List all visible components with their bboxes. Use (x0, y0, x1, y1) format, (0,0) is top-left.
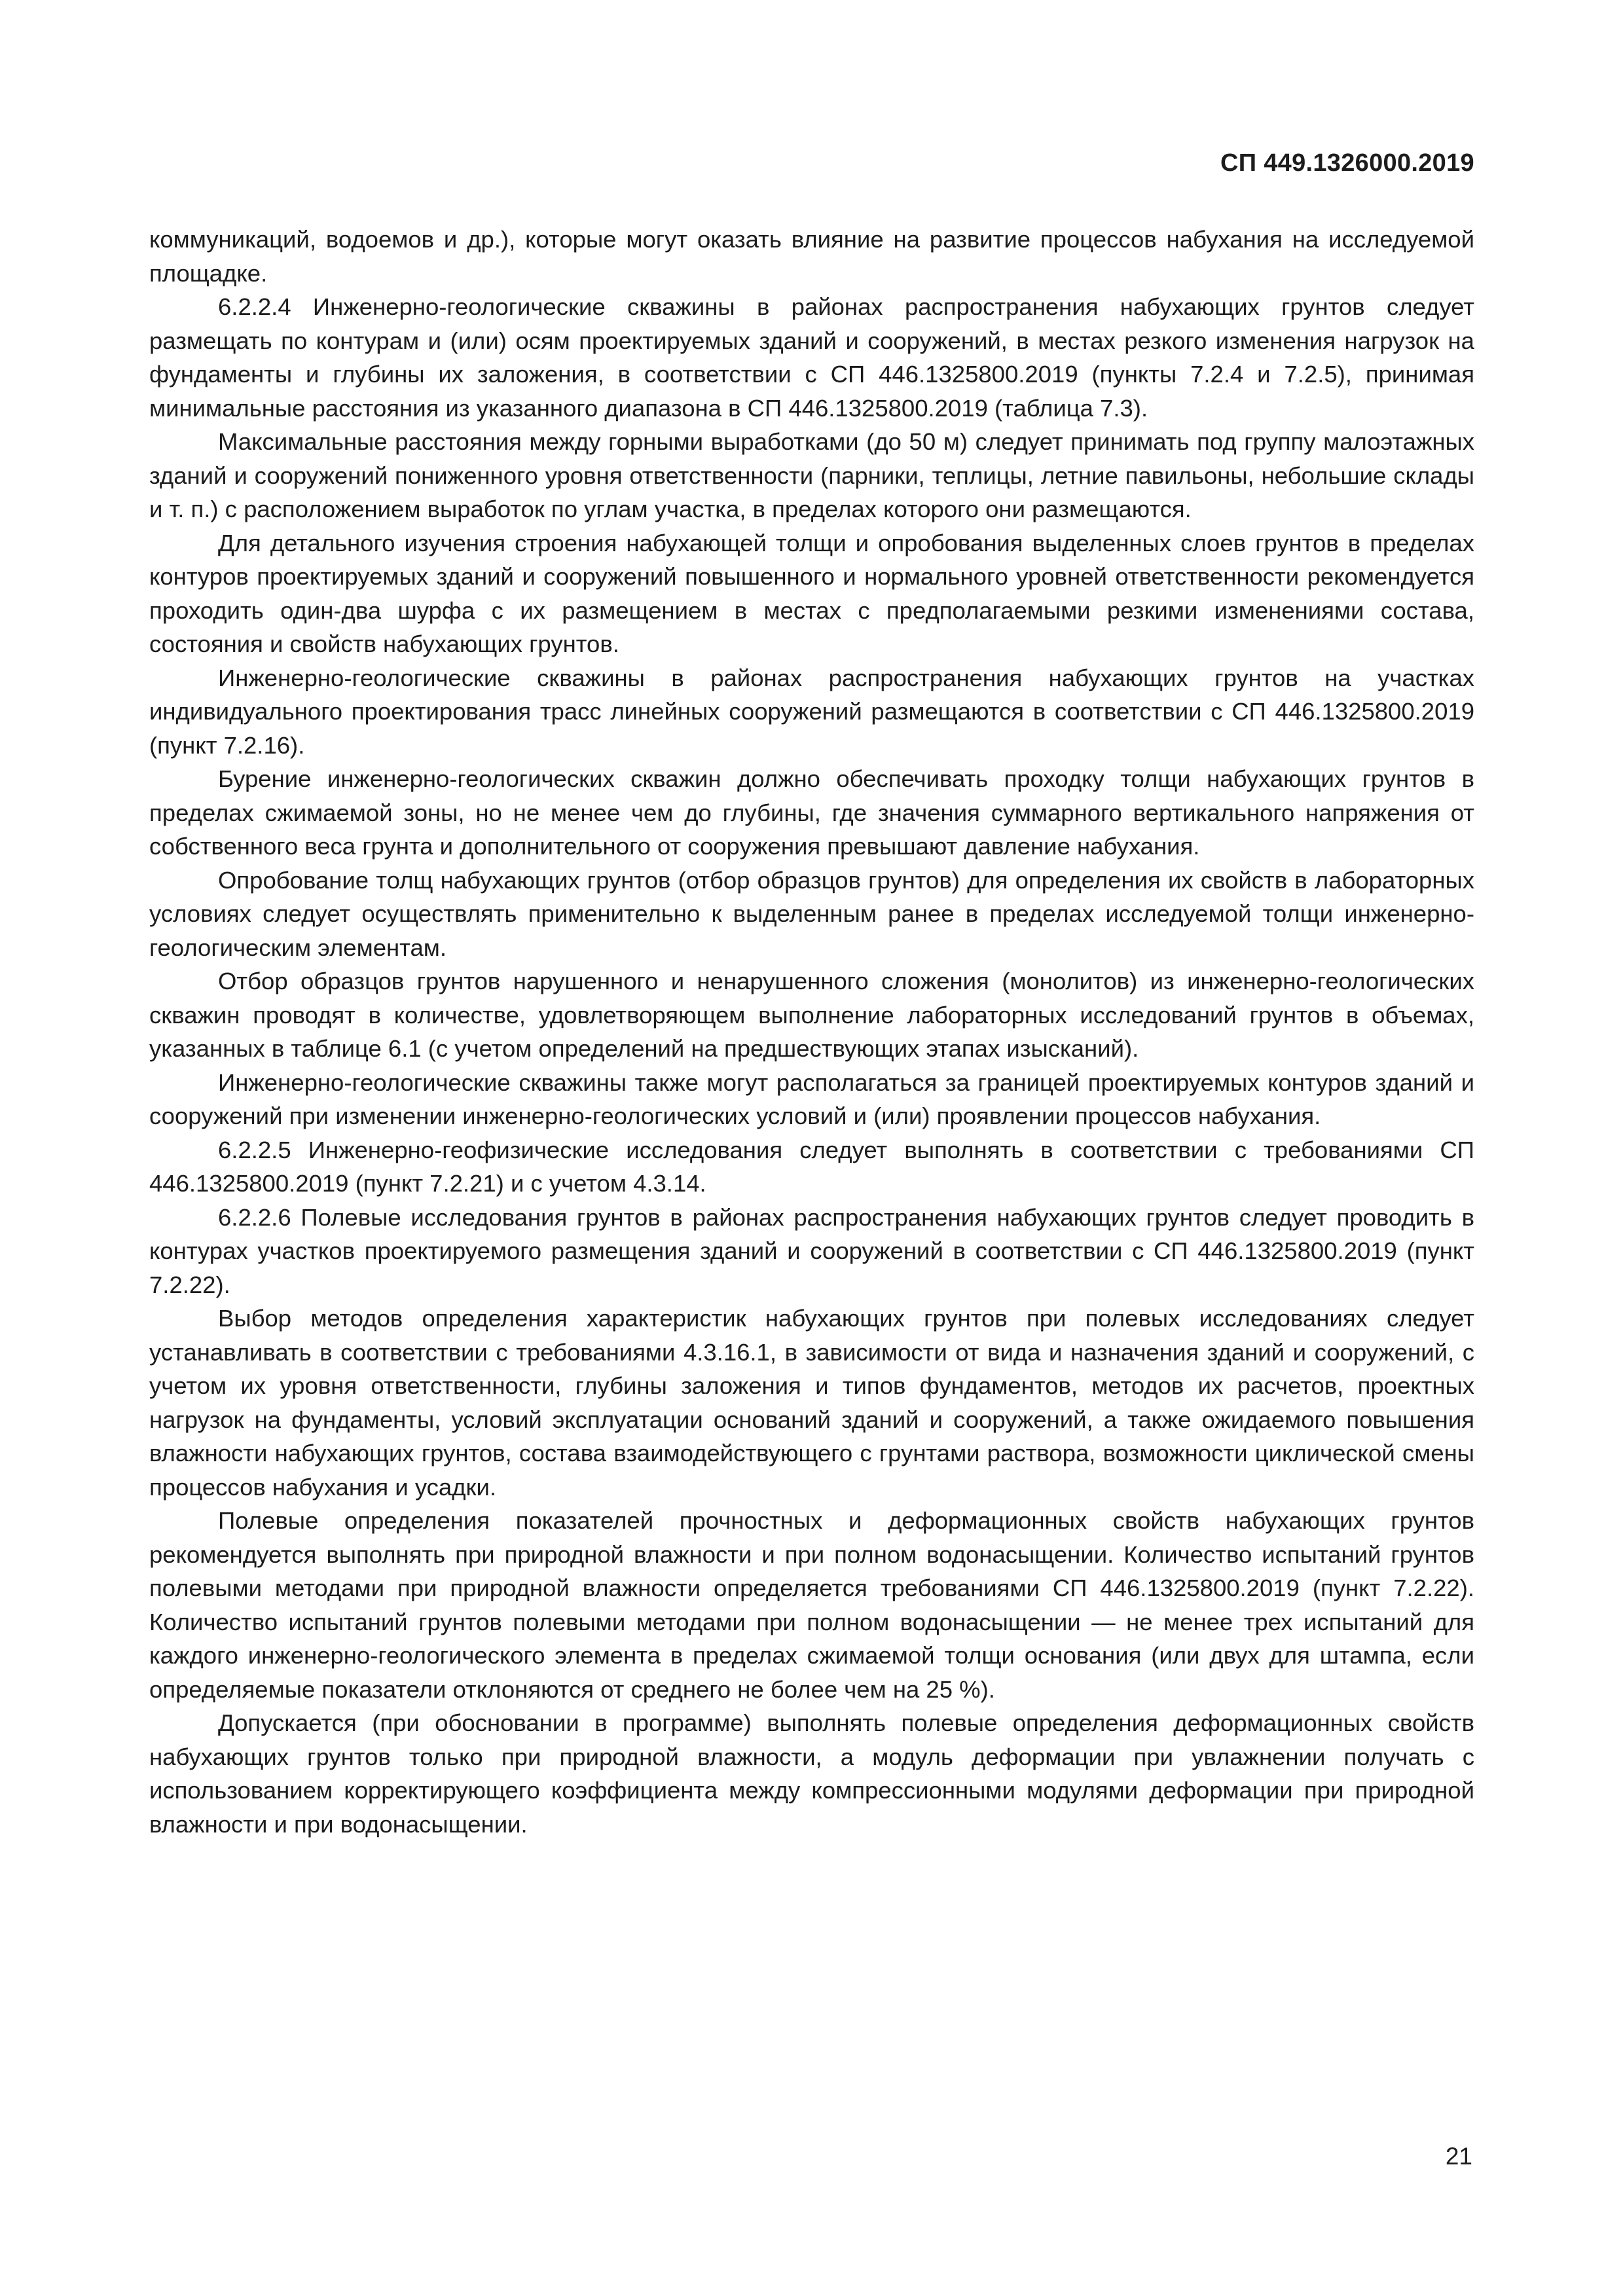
paragraph-continuation: коммуникаций, водоемов и др.), которые могут оказать влияние на развитие процессов набухания на исследуемой площадке. (149, 226, 1474, 287)
paragraph-6-2-2-5: 6.2.2.5 Инженерно-геофизические исследования следует выполнять в соответствии с требованиями СП 446.1325800.2019 (пункт 7.2.21) и с учетом 4.3.14. (149, 1136, 1474, 1197)
paragraph-sample-selection: Отбор образцов грунтов нарушенного и ненарушенного сложения (монолитов) из инженерно-геологических скважин проводят в количестве, удовлетворяющем выполнение лабораторных исследований грунтов в объемах, указанных в таблице 6.1 (с учетом определений на предшествующих этапах изысканий). (149, 968, 1474, 1062)
paragraph-field-determinations: Полевые определения показателей прочностных и деформационных свойств набухающих грунтов рекомендуется выполнять при природной влажности и при полном водонасыщении. Количество испытаний грунтов полевыми методами при природной влажности определяется требованиями СП 446.1325800.2019 (пункт 7.2.22). Количество испытаний грунтов полевыми методами при полном водонасыщении — не менее трех испытаний для каждого инженерно-геологического элемента в пределах сжимаемой толщи основания (или двух для штампа, если определяемые показатели отклоняются от среднего не более чем на 25 %). (149, 1507, 1474, 1703)
paragraph-max-distances: Максимальные расстояния между горными выработками (до 50 м) следует принимать под группу малоэтажных зданий и сооружений пониженного уровня ответственности (парники, теплицы, летние павильоны, небольшие склады и т. п.) с расположением выработок по углам участка, в пределах которого они размещаются. (149, 428, 1474, 522)
paragraph-detailed-study: Для детального изучения строения набухающей толщи и опробования выделенных слоев грунтов в пределах контуров проектируемых зданий и сооружений повышенного и нормального уровней ответственности рекомендуется проходить один-два шурфа с их размещением в местах с предполагаемыми резкими изменениями состава, состояния и свойств набухающих грунтов. (149, 529, 1474, 657)
paragraph-6-2-2-4: 6.2.2.4 Инженерно-геологические скважины в районах распространения набухающих грунтов следует размещать по контурам и (или) осям проектируемых зданий и сооружений, в местах резкого изменения нагрузок на фундаменты и глубины их заложения, в соответствии с СП 446.1325800.2019 (пункты 7.2.4 и 7.2.5), принимая минимальные расстояния из указанного диапазона в СП 446.1325800.2019 (таблица 7.3). (149, 293, 1474, 422)
page-number: 21 (1445, 2143, 1472, 2170)
paragraph-permitted: Допускается (при обосновании в программе) выполнять полевые определения деформационных свойств набухающих грунтов только при природной влажности, а модуль деформации при увлажнении получать с использованием корректирующего коэффициента между компрессионными модулями деформации при природной влажности и при водонасыщении. (149, 1709, 1474, 1838)
paragraph-method-selection: Выбор методов определения характеристик набухающих грунтов при полевых исследованиях следует устанавливать в соответствии с требованиями 4.3.16.1, в зависимости от вида и назначения зданий и сооружений, с учетом их уровня ответственности, глубины заложения и типов фундаментов, методов их расчетов, проектных нагрузок на фундаменты, условий эксплуатации оснований зданий и сооружений, а также ожидаемого повышения влажности набухающих грунтов, состава взаимодействующего с грунтами раствора, возможности циклической смены процессов набухания и усадки. (149, 1305, 1474, 1501)
document-body (149, 223, 1474, 1841)
paragraph-wells-outside-contours: Инженерно-геологические скважины также могут располагаться за границей проектируемых контуров зданий и сооружений при изменении инженерно-геологических условий и (или) проявлении процессов набухания. (149, 1068, 1474, 1129)
paragraph-linear-structures: Инженерно-геологические скважины в районах распространения набухающих грунтов на участках индивидуального проектирования трасс линейных сооружений размещаются в соответствии с СП 446.1325800.2019 (пункт 7.2.16). (149, 664, 1474, 759)
document-code-header: СП 449.1326000.2019 (1220, 149, 1474, 177)
paragraph-6-2-2-6: 6.2.2.6 Полевые исследования грунтов в районах распространения набухающих грунтов следует проводить в контурах участков проектируемого размещения зданий и сооружений в соответствии с СП 446.1325800.2019 (пункт 7.2.22). (149, 1203, 1474, 1298)
paragraph-drilling: Бурение инженерно-геологических скважин должно обеспечивать проходку толщи набухающих грунтов в пределах сжимаемой зоны, но не менее чем до глубины, где значения суммарного вертикального напряжения от собственного веса грунта и дополнительного от сооружения превышают давление набухания. (149, 765, 1474, 860)
paragraph-sampling: Опробование толщ набухающих грунтов (отбор образцов грунтов) для определения их свойств в лабораторных условиях следует осуществлять применительно к выделенным ранее в пределах исследуемой толщи инженерно-геологическим элементам. (149, 866, 1474, 961)
